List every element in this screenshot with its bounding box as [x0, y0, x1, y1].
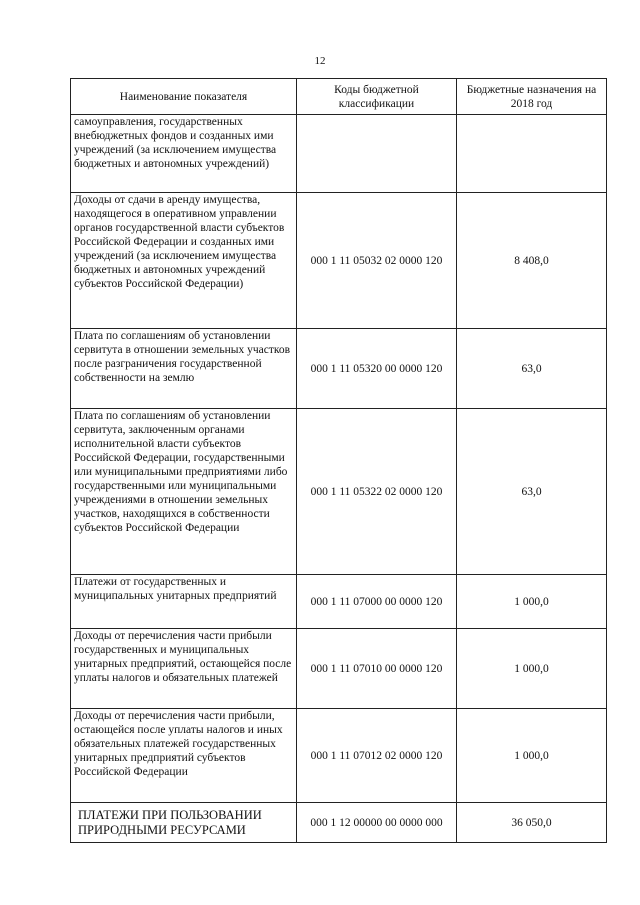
row-code: 000 1 11 05032 02 0000 120	[297, 193, 457, 329]
row-amount: 8 408,0	[457, 193, 607, 329]
row-code: 000 1 12 00000 00 0000 000	[297, 803, 457, 843]
row-code: 000 1 11 05322 02 0000 120	[297, 409, 457, 575]
table-row	[71, 329, 607, 409]
table-row-section	[71, 803, 607, 843]
table-row	[71, 193, 607, 329]
row-name: Плата по соглашениям об установлении сервитута, заключенным органами исполнительной власти субъектов Российской Федерации, государственными или муниципальными предприятиями либо государственными или муниципальными учреждениями в отношении земельных участков, находящихся в собственности субъектов Российской Федерации	[71, 409, 297, 575]
table-row	[71, 629, 607, 709]
table-row	[71, 115, 607, 193]
row-code: 000 1 11 07012 02 0000 120	[297, 709, 457, 803]
row-amount	[457, 115, 607, 193]
row-name: Доходы от перечисления части прибыли государственных и муниципальных унитарных предприятий, остающейся после уплаты налогов и обязательных платежей	[71, 629, 297, 709]
row-name: Доходы от перечисления части прибыли, остающейся после уплаты налогов и иных обязательных платежей государственных унитарных предприятий субъектов Российской Федерации	[71, 709, 297, 803]
row-code	[297, 115, 457, 193]
row-code: 000 1 11 07000 00 0000 120	[297, 575, 457, 629]
page-number: 12	[314, 55, 326, 67]
table-row	[71, 709, 607, 803]
row-name: ПЛАТЕЖИ ПРИ ПОЛЬЗОВАНИИ ПРИРОДНЫМИ РЕСУРСАМИ	[71, 803, 297, 843]
table-header-row	[71, 79, 607, 115]
row-code: 000 1 11 05320 00 0000 120	[297, 329, 457, 409]
table-row	[71, 409, 607, 575]
row-name: самоуправления, государственных внебюджетных фондов и созданных ими учреждений (за исключением имущества бюджетных и автономных учреждений)	[71, 115, 297, 193]
table-row	[71, 575, 607, 629]
row-amount: 1 000,0	[457, 629, 607, 709]
header-budget-code: Коды бюджетной классификации	[297, 79, 457, 115]
budget-table	[70, 78, 607, 843]
row-code: 000 1 11 07010 00 0000 120	[297, 629, 457, 709]
header-budget-amount: Бюджетные назначения на 2018 год	[457, 79, 607, 115]
row-amount: 1 000,0	[457, 709, 607, 803]
row-name: Платежи от государственных и муниципальных унитарных предприятий	[71, 575, 297, 629]
row-name: Плата по соглашениям об установлении сервитута в отношении земельных участков после разграничения государственной собственности на землю	[71, 329, 297, 409]
row-amount: 63,0	[457, 329, 607, 409]
header-indicator-name: Наименование показателя	[71, 79, 297, 115]
row-amount: 63,0	[457, 409, 607, 575]
row-amount: 36 050,0	[457, 803, 607, 843]
row-name: Доходы от сдачи в аренду имущества, находящегося в оперативном управлении органов государственной власти субъектов Российской Федерации и созданных ими учреждений (за исключением имущества бюджетных и автономных учреждений субъектов Российской Федерации)	[71, 193, 297, 329]
row-amount: 1 000,0	[457, 575, 607, 629]
